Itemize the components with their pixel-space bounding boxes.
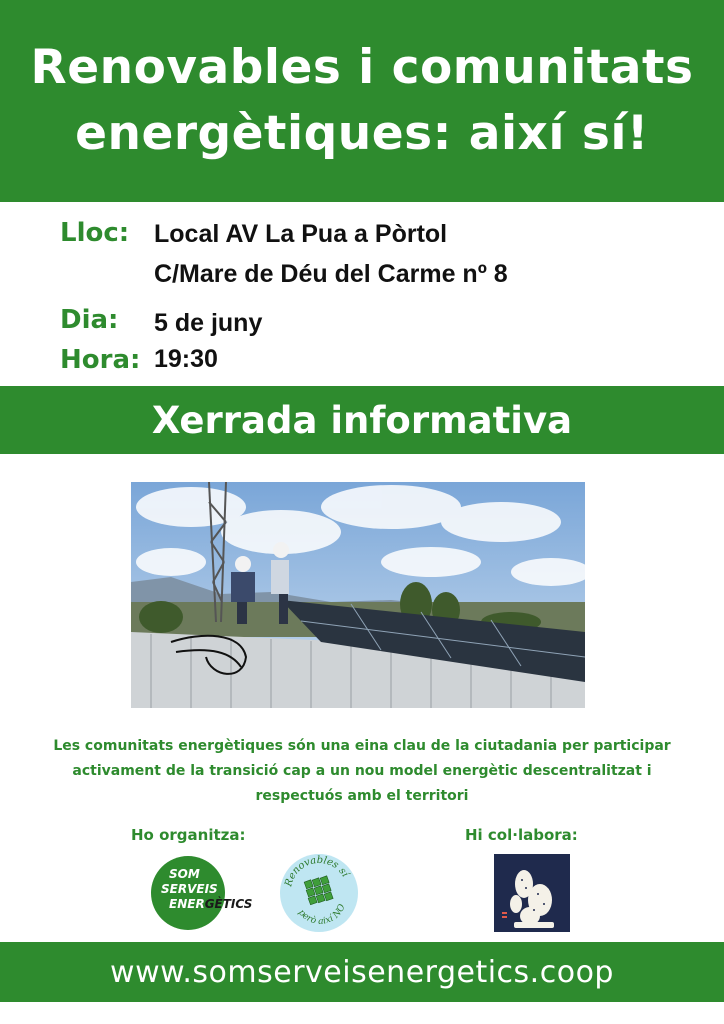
description-line-3: respectuós amb el territori	[255, 788, 469, 804]
day-value: 5 de juny	[154, 309, 263, 337]
section-title: Xerrada informativa	[151, 398, 573, 442]
place-label: Lloc:	[60, 218, 130, 248]
title-line-2: energètiques: així sí!	[75, 106, 649, 161]
footer-banner	[0, 942, 724, 1002]
description-line-2: activament de la transició cap a un nou model energètic descentralitzat i	[72, 763, 652, 779]
place-value-line-2: C/Mare de Déu del Carme nº 8	[154, 260, 508, 288]
som-serveis-energetics-logo: SOM SERVEIS ENERGÈTICS	[151, 856, 267, 922]
title-line-1: Renovables i comunitats	[30, 40, 694, 95]
place-value-line-1: Local AV La Pua a Pòrtol	[154, 220, 448, 248]
solar-installation-photo	[131, 482, 585, 708]
time-label: Hora:	[60, 345, 141, 375]
collaborators-heading: Hi col·labora:	[465, 826, 578, 844]
renovables-si-logo	[279, 853, 359, 933]
section-banner	[0, 386, 724, 454]
title-banner	[0, 0, 724, 202]
time-value: 19:30	[154, 345, 218, 373]
website-url: www.somserveisenergetics.coop	[110, 954, 614, 990]
description-line-1: Les comunitats energètiques són una eina clau de la ciutadania per participar	[53, 738, 671, 754]
description-text	[20, 734, 704, 809]
organizers-heading: Ho organitza:	[131, 826, 246, 844]
event-details	[60, 214, 700, 384]
day-label: Dia:	[60, 305, 119, 335]
collaborator-logo	[494, 854, 570, 932]
svg-text:Renovables sí: Renovables sí	[283, 854, 351, 888]
svg-text:però així NO!: però així NO	[295, 902, 348, 927]
